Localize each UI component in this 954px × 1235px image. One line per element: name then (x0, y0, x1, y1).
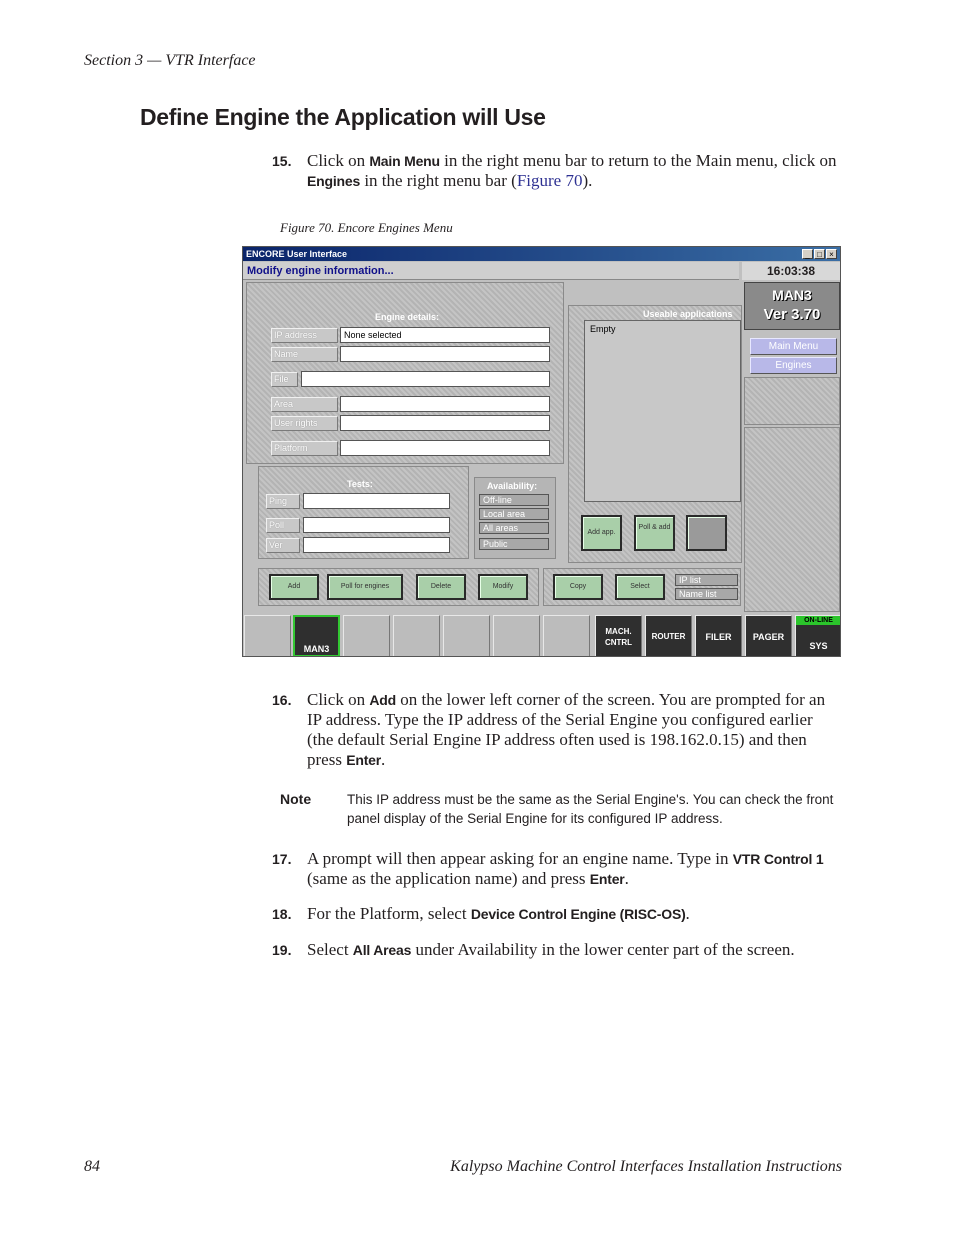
right-menu-area (744, 427, 840, 612)
minimize-icon[interactable]: _ (802, 249, 813, 259)
file-field[interactable] (301, 371, 550, 387)
pager-tab[interactable]: PAGER (745, 615, 792, 657)
filer-tab[interactable]: FILER (695, 615, 742, 657)
ver-field[interactable] (303, 537, 450, 553)
area-field[interactable] (340, 396, 550, 412)
applications-list[interactable] (584, 320, 741, 502)
clock: 16:03:38 (742, 262, 840, 280)
step-16 (272, 690, 842, 770)
user-rights-field[interactable] (340, 415, 550, 431)
step-text: . (624, 869, 629, 888)
footer-title: Kalypso Machine Control Interfaces Installation Instructions (450, 1158, 842, 1175)
ui-term: All Areas (352, 942, 412, 958)
mach-cntrl-tab[interactable]: MACH. CNTRL (595, 615, 642, 657)
step-text: under Availability in the lower center part of the screen. (411, 940, 795, 959)
ui-term: Device Control Engine (RISC-OS) (470, 906, 686, 922)
running-header: Section 3 — VTR Interface (84, 52, 256, 69)
ui-term: Add (369, 692, 396, 708)
applications-panel (568, 305, 742, 563)
ui-term: Main Menu (369, 153, 440, 169)
step-text: Click on (307, 690, 370, 709)
platform-label: Platform (271, 441, 338, 456)
main-menu-button[interactable]: Main Menu (750, 338, 837, 355)
poll-add-button[interactable]: Poll & add (634, 515, 675, 551)
figure-link[interactable]: Figure 70 (516, 171, 583, 190)
note-text: This IP address must be the same as the Serial Engine's. You can check the front panel display of the Serial Engine for its configured IP address. (347, 792, 834, 826)
step-18 (272, 904, 842, 924)
note-label: Note (280, 791, 312, 807)
ui-term: Enter (346, 752, 381, 768)
badge-version: Ver 3.70 (763, 306, 821, 323)
disabled-button (686, 515, 727, 551)
ip-address-field[interactable]: None selected (340, 327, 550, 343)
step-15 (272, 151, 842, 191)
copy-button[interactable]: Copy (553, 574, 603, 600)
window-titlebar: ENCORE User Interface (243, 247, 840, 261)
add-button[interactable]: Add (269, 574, 319, 600)
poll-for-engines-button[interactable]: Poll for engines (327, 574, 403, 600)
right-menu-spacer (744, 377, 840, 425)
ui-term: VTR Control 1 (732, 851, 824, 867)
step-text: . (685, 904, 690, 923)
poll-field[interactable] (303, 517, 450, 533)
sys-tab[interactable] (795, 615, 841, 657)
step-text: in the right menu bar to return to the Main menu, click on (439, 151, 837, 170)
panel-title: Tests: (347, 479, 373, 489)
file-label: File (271, 372, 298, 387)
encore-screenshot (242, 246, 841, 657)
platform-field[interactable] (340, 440, 550, 456)
step-text: in the right menu bar ( (360, 171, 517, 190)
step-text: For the Platform, select (307, 904, 471, 923)
step-number: 19. (272, 942, 292, 958)
add-app-button[interactable]: Add app. (581, 515, 622, 551)
figure-caption: Figure 70. Encore Engines Menu (280, 220, 453, 235)
panel-title: Engine details: (375, 312, 440, 322)
step-number: 17. (272, 851, 292, 867)
all-areas-option[interactable]: All areas (479, 522, 549, 534)
ui-term: Enter (589, 871, 625, 887)
name-field[interactable] (340, 346, 550, 362)
ui-term: Engines (307, 173, 361, 189)
ping-label: Ping (266, 494, 300, 509)
step-number: 15. (272, 153, 292, 169)
step-text: Click on (307, 151, 370, 170)
step-number: 18. (272, 906, 292, 922)
delete-button[interactable]: Delete (416, 574, 466, 600)
nav-empty[interactable] (343, 615, 390, 657)
online-indicator: ON-LINE (796, 616, 841, 625)
step-number: 16. (272, 692, 292, 708)
engines-button[interactable]: Engines (750, 357, 837, 374)
name-label: Name (271, 347, 338, 362)
step-text: Select (307, 940, 353, 959)
router-tab[interactable]: ROUTER (645, 615, 692, 657)
step-text: . (381, 750, 386, 769)
step-text: on the lower left corner of the screen. You are prompted for an IP address. Type the IP address of the Serial Engine you configured earlier (the default Serial Engine IP address often used is 198.162.0.15) and then press (307, 690, 826, 769)
name-list-option[interactable]: Name list (675, 588, 738, 600)
engine-details-panel (246, 282, 564, 464)
badge-app-name: MAN3 (772, 287, 812, 303)
tests-panel (258, 466, 469, 559)
section-heading: Define Engine the Application will Use (140, 104, 546, 130)
area-label: Area (271, 397, 338, 412)
step-19 (272, 940, 842, 960)
poll-label: Poll (266, 518, 300, 533)
step-17 (272, 849, 842, 889)
select-button[interactable]: Select (615, 574, 665, 600)
version-badge (744, 282, 840, 330)
nav-empty[interactable] (244, 615, 291, 657)
maximize-icon[interactable]: □ (814, 249, 825, 259)
panel-title: Useable applications (643, 309, 733, 319)
user-rights-label: User rights (271, 416, 338, 431)
ip-address-label: IP address (271, 328, 338, 343)
local-area-option[interactable]: Local area (479, 508, 549, 520)
nav-empty[interactable] (393, 615, 440, 657)
ping-field[interactable] (303, 493, 450, 509)
nav-empty[interactable] (493, 615, 540, 657)
man3-tab[interactable]: MAN3 (293, 615, 340, 657)
page-number: 84 (84, 1158, 100, 1175)
step-text: A prompt will then appear asking for an engine name. Type in (307, 849, 733, 868)
ip-list-option[interactable]: IP list (675, 574, 738, 586)
modify-button[interactable]: Modify (478, 574, 528, 600)
close-icon[interactable]: × (826, 249, 837, 259)
step-text: (same as the application name) and press (307, 869, 590, 888)
nav-empty[interactable] (443, 615, 490, 657)
offline-option[interactable]: Off-line (479, 494, 549, 506)
public-option[interactable]: Public (479, 538, 549, 550)
sys-label: SYS (809, 641, 828, 651)
status-line: Modify engine information... (243, 262, 739, 280)
step-text: ). (582, 171, 593, 190)
ver-label: Ver (266, 538, 300, 553)
empty-placeholder: Empty (590, 324, 616, 334)
nav-empty[interactable] (543, 615, 590, 657)
panel-title: Availability: (487, 481, 538, 491)
